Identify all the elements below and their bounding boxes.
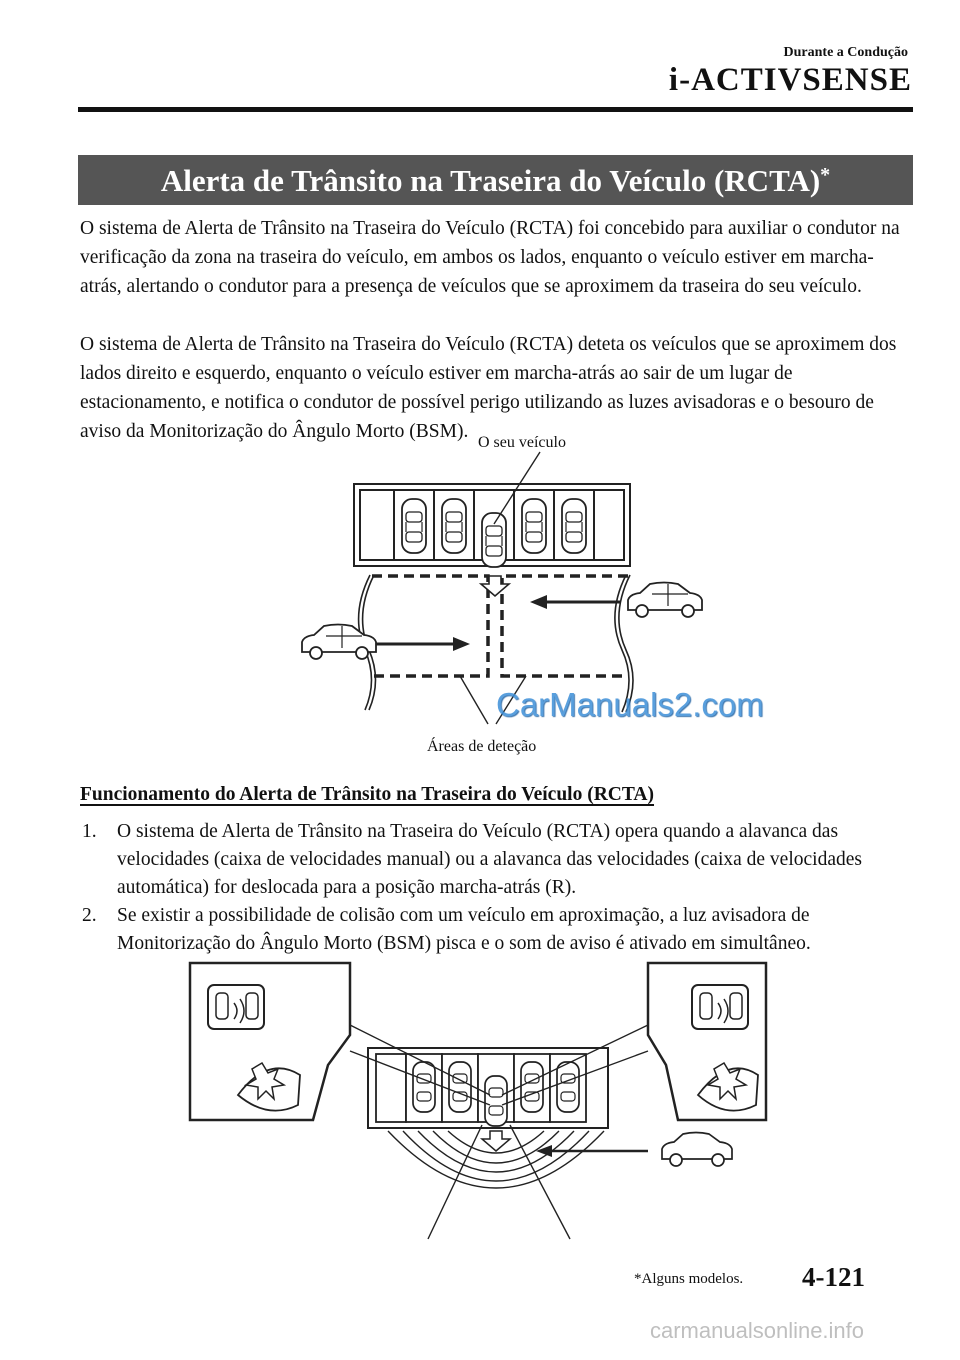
intro-paragraph-1: O sistema de Alerta de Trânsito na Traseira do Veículo (RCTA) foi concebido para auxiliar o condutor na verificação da zona na traseira do veículo, em ambos os lados, enquanto o veículo estiver em marcha-atrás, alertando o condutor para a presença de veículos que se aproximem da traseira do seu veículo. — [80, 218, 900, 297]
watermark-logo: CarManuals2.com — [496, 686, 764, 723]
intro-paragraph-2: O sistema de Alerta de Trânsito na Traseira do Veículo (RCTA) deteta os veículos que se aproximem dos lados direito e esquerdo, enquanto o veículo estiver em marcha-atrás ao sair de um lugar de estacionamento, e notifica o condutor de possível perigo utilizando as luzes avisadoras e o besouro de aviso da Monitorização do Ângulo Morto (BSM). — [80, 334, 897, 442]
label-detection-areas: Áreas de deteção — [427, 738, 537, 755]
list-item — [80, 902, 915, 958]
warning-operation-diagram — [178, 955, 778, 1245]
section-title-banner — [78, 155, 913, 205]
header-rule — [78, 107, 913, 112]
list-number: 1. — [82, 821, 97, 842]
footer-watermark: carmanualsonline.info — [650, 1318, 865, 1343]
label-your-vehicle: O seu veículo — [478, 434, 566, 451]
list-text: Se existir a possibilidade de colisão com um veículo em aproximação, a luz avisadora de Monitorização do Ângulo Morto (BSM) pisca e o som de aviso é ativado em simultâneo. — [117, 905, 811, 954]
section-title: Alerta de Trânsito na Traseira do Veículo (RCTA) — [160, 163, 821, 198]
title-footnote-mark: * — [820, 164, 831, 186]
footnote-some-models: *Alguns modelos. — [634, 1271, 744, 1287]
list-item — [80, 818, 915, 902]
running-header-chapter: i-ACTIVSENSE — [668, 62, 912, 98]
running-header-section: Durante a Condução — [783, 45, 908, 60]
list-number: 2. — [82, 905, 97, 926]
operation-heading: Funcionamento do Alerta de Trânsito na Traseira do Veículo (RCTA) — [80, 784, 655, 805]
list-text: O sistema de Alerta de Trânsito na Traseira do Veículo (RCTA) opera quando a alavanca das velocidades (caixa de velocidades manual) ou a alavanca das velocidades (caixa de velocidades automática) for deslocada para a posição marcha-atrás (R). — [117, 821, 862, 898]
page-number: 4-121 — [802, 1262, 865, 1292]
